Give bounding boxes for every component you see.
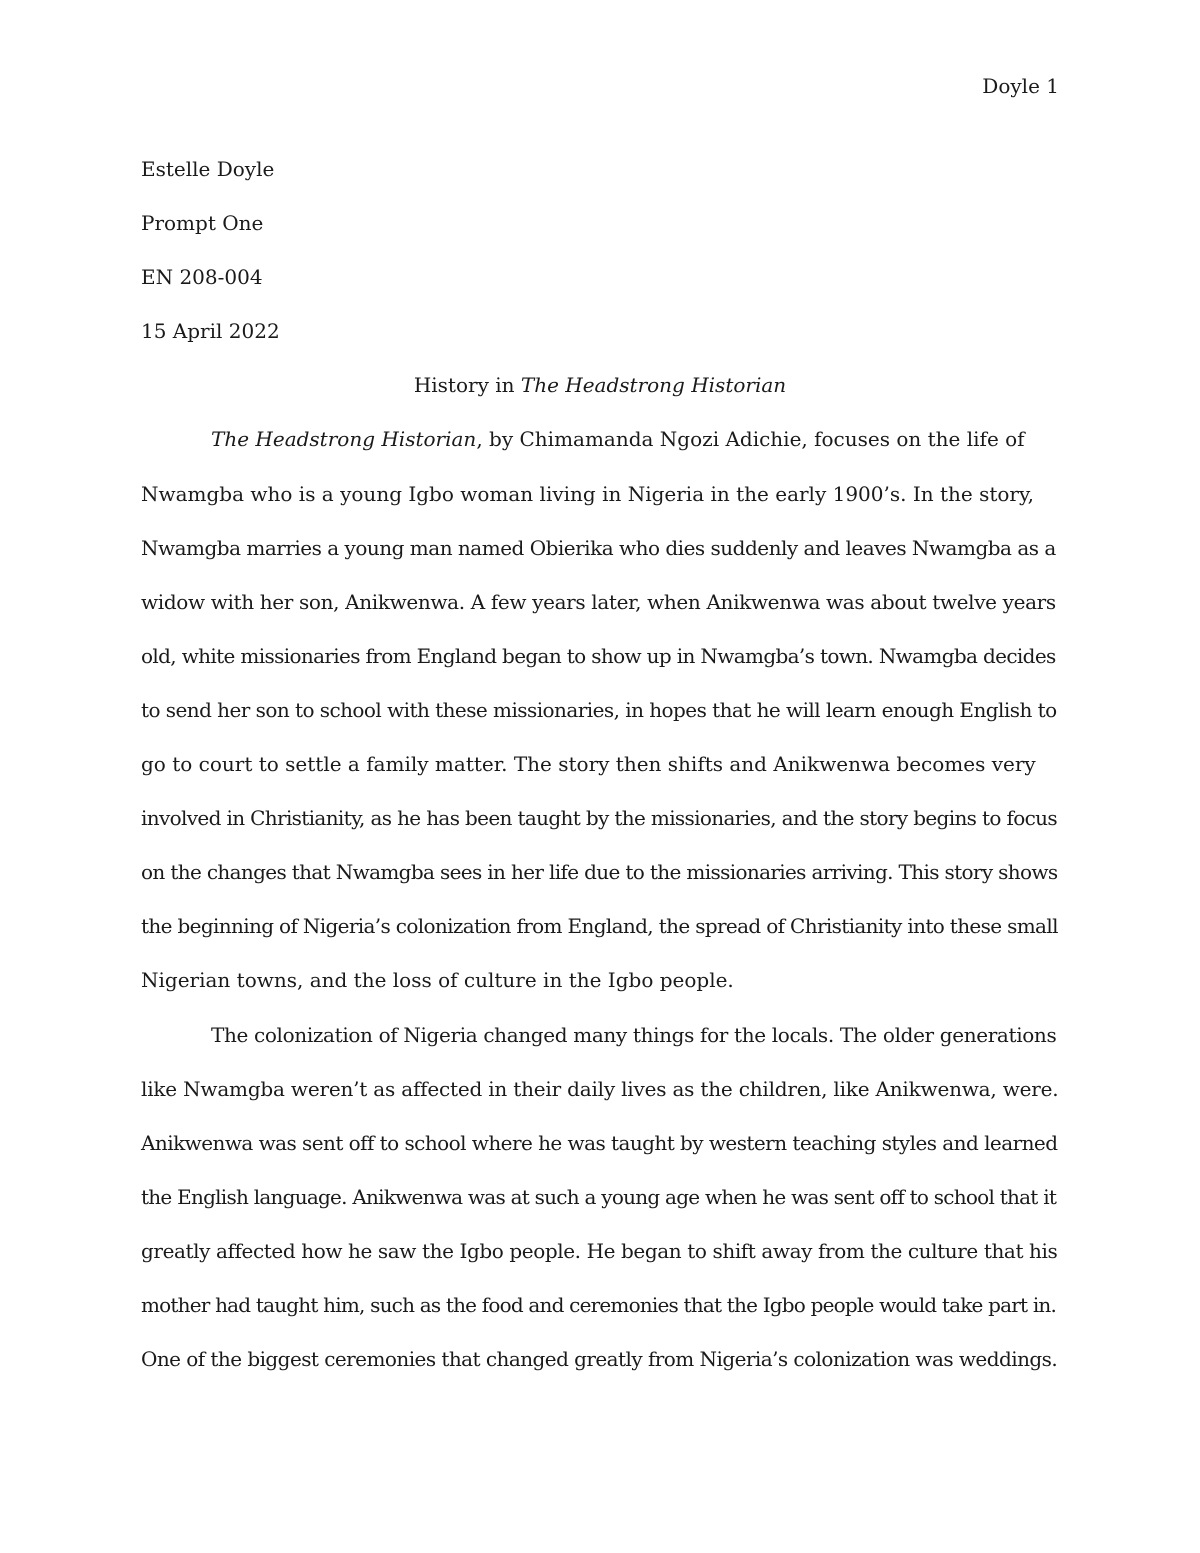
paragraph-1-line: to send her son to school with these missionaries, in hopes that he will learn enough English to	[141, 697, 1057, 722]
paragraph-2-line: the English language. Anikwenwa was at such a young age when he was sent off to school that it	[141, 1184, 1057, 1209]
paragraph-1-line-1	[141, 412, 1059, 466]
book-title-italic: The Headstrong Historian	[211, 427, 477, 452]
paragraph-2-line: mother had taught him, such as the food and ceremonies that the Igbo people would take part in.	[141, 1292, 1057, 1317]
paragraph-1-line: widow with her son, Anikwenwa. A few years later, when Anikwenwa was about twelve years	[141, 589, 1056, 614]
assignment-name: Prompt One	[141, 211, 264, 236]
running-head-author: Doyle	[982, 74, 1040, 98]
essay-title	[141, 358, 1059, 412]
paragraph-1-line: go to court to settle a family matter. The story then shifts and Anikwenwa becomes very	[141, 752, 1036, 777]
page-number: 1	[1046, 74, 1059, 98]
paragraph-1-line: involved in Christianity, as he has been taught by the missionaries, and the story begins to focus	[141, 806, 1058, 831]
paragraph-1-line: Nigerian towns, and the loss of culture in the Igbo people.	[141, 968, 734, 993]
paragraph-1-line-1-rest: , by Chimamanda Ngozi Adichie, focuses on the life of	[476, 427, 1025, 452]
essay-date: 15 April 2022	[141, 319, 280, 344]
paragraph-1-line: old, white missionaries from England began to show up in Nwamgba’s town. Nwamgba decides	[141, 643, 1056, 668]
paragraph-2	[141, 1008, 1059, 1387]
paragraph-1-line: Nwamgba who is a young Igbo woman living in Nigeria in the early 1900’s. In the story,	[141, 481, 1034, 506]
paragraph-2-line: The colonization of Nigeria changed many things for the locals. The older generations	[211, 1022, 1057, 1047]
paragraph-1-line: Nwamgba marries a young man named Obierika who dies suddenly and leaves Nwamgba as a	[141, 535, 1056, 560]
paragraph-2-line: Anikwenwa was sent off to school where he was taught by western teaching styles and learned	[141, 1130, 1058, 1155]
paragraph-2-line: like Nwamgba weren’t as affected in their daily lives as the children, like Anikwenwa, were.	[141, 1076, 1059, 1101]
running-head	[982, 72, 1059, 100]
paragraph-2-line: One of the biggest ceremonies that changed greatly from Nigeria’s colonization was weddings.	[141, 1347, 1058, 1372]
paragraph-1-line: the beginning of Nigeria’s colonization from England, the spread of Christianity into these small	[141, 914, 1058, 939]
paragraph-2-line: greatly affected how he saw the Igbo people. He began to shift away from the culture that his	[141, 1238, 1058, 1263]
student-name: Estelle Doyle	[141, 157, 275, 181]
essay-title-prefix: History in	[413, 373, 521, 398]
essay-title-italic: The Headstrong Historian	[520, 373, 787, 398]
essay-body	[141, 142, 1059, 1386]
paragraph-1	[141, 412, 1059, 1007]
paragraph-1-line: on the changes that Nwamgba sees in her life due to the missionaries arriving. This story shows	[141, 860, 1058, 885]
course-code: EN 208-004	[141, 265, 263, 290]
